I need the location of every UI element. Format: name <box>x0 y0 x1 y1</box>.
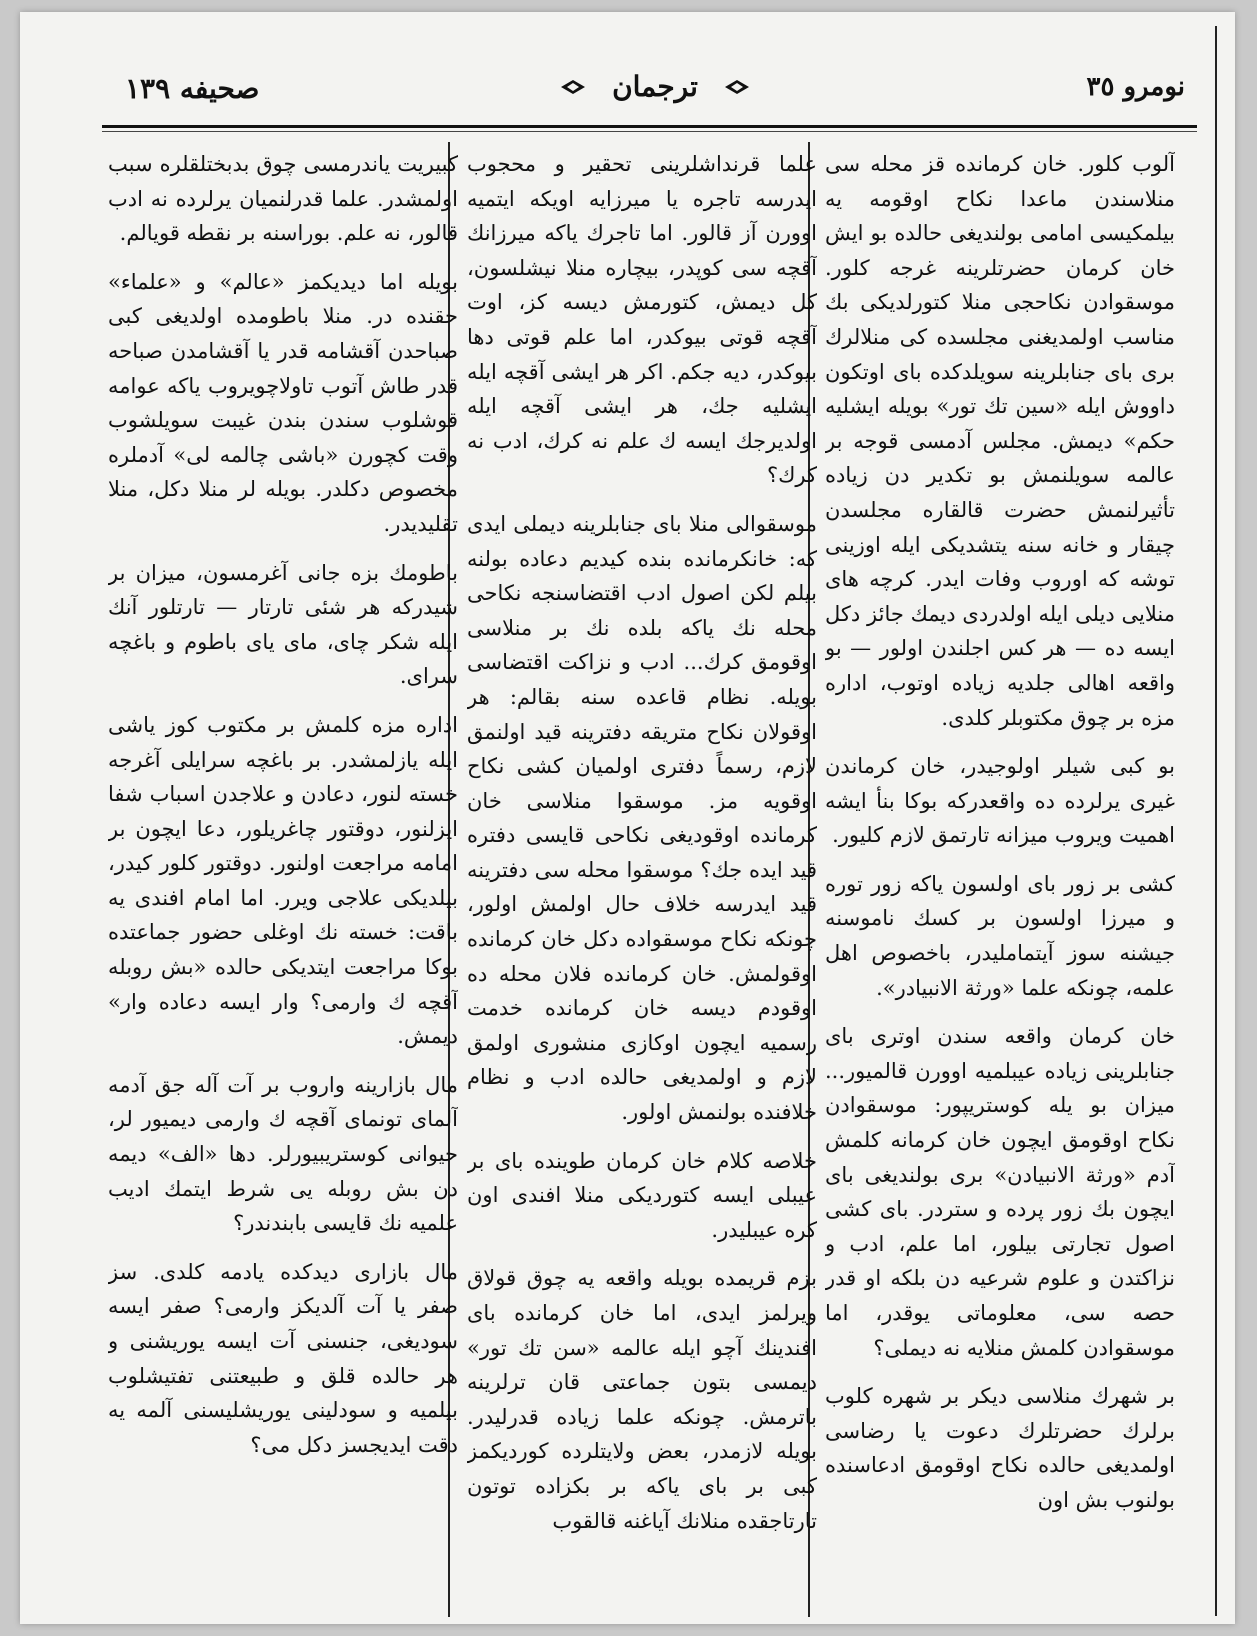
paragraph: خلاصه کلام خان کرمان طوینده بای بر عیبلی ایسه کتوردیکی منلا افندی اون کره عیبلیدر. <box>467 1148 817 1242</box>
page-edge-rule <box>1215 26 1217 1616</box>
column-right <box>825 147 1175 1617</box>
paragraph: آلوب کلور. خان کرمانده قز محله سی منلاسندن ماعدا نکاح اوقومه یه بیلمکیسی امامی بولندیغی حالده بو ایش خان کرمان حضرتلرینه غرجه کلور. موسقوادن نکاحجی منلا کتورلدیکی بك مناسب اولمدیغنی مجلسده کی منلالرك بری بای جنابلرینه سویلدکده بای اوتکون داووش ایله «سین تك تور» بویله ایشلیه حکم» دیمش. مجلس آدمسی قوجه بر عالمه سویلنمش بو تکدیر دن زیاده تأثیرلنمش حضرت قالقاره مجلسدن چیقار و خانه سنه یتشدیکی ایله اوزینی توشه که اوروب وفات ایدر. کرچه های منلایی دیلی ایله اولدردی دیمك جائز دکل ایسه ده — هر کس اجلندن اولور — بو واقعه اهالی جلدیه زیاده اوتوب، اداره مزه بر چوق مکتوبلر کلدی. <box>825 152 1175 730</box>
paragraph: اداره مزه کلمش بر مکتوب کوز یاشی ایله یازلمشدر. بر باغچه سرایلی آغرجه خسته لنور، دعادن و علاجدن اسباب شفا ایزلنور، دوقتور چاغریلور، دعا ایچون بر امامه مراجعت اولنور. دوقتور کلور کیدر، بیلدیکی علاجی ویرر. اما امام افندی یه باقت: خسته نك اوغلی حضور جماعتده بوکا مراجعت ایتدیکی حالده «بش روبله آقچه ك وارمی؟ وار ایسه دعاده وار» دیمش. <box>108 712 458 1049</box>
header-rule <box>102 125 1197 128</box>
paragraph: بویله اما دیدیکمز «عالم» و «علماء» حقنده در. منلا باطومده اولدیغی کبی صباحدن آقشامه قدر یا آقشامدن صباحه قدر طاش آتوب تاولاچویروب یاکه عوامه قوشلوب سندن بندن غیبت سویلشوب وقت کچورن «باشی چالمه لی» آدملره مخصوص دکلدر. بویله لر منلا دکل، منلا تقلیدیدر. <box>108 269 458 536</box>
paragraph: خان کرمان واقعه سندن اوتری بای جنابلرینی زیاده عیبلمیه اوورن قالمیور... میزان بو یله کوستریپور: موسقوادن نکاح اوقومق ایچون خان کرمانه کلمش آدم «ورثة الانبیادن» بری بولندیغی بای ایچون بك زور پرده و ستردر. بای کشی اصول تجارتی بیلور، اما علم، ادب و نزاکتدن و علوم شرعیه دن بلکه او قدر حصه سی، معلوماتی یوقدر، اما موسقوادن کلمش منلایه نه دیملی؟ <box>825 1024 1175 1360</box>
paragraph: باطومك بزه جانی آغرمسون، میزان بر شیدرکه هر شئی تارتار — تارتلور آنك ایله شکر چای، مای یای باطوم و باغچه سرای. <box>108 560 458 689</box>
paragraph: علما قرنداشلرینی تحقیر و محجوب ایدرسه تاجره یا میرزایه اویکه ایتمیه اوورن آز قالور. اما تاجرك یاکه میرزانك آقچه سی کوپدر، بیچاره منلا نیشلسون، کل دیمش، کتورمش دیسه کز، اوت آقچه قوتی بیوکدر، اما علم قوتی دها بیوکدر، دیه جکم. اکر هر ایشی آقچه ایله ایشلیه جك، هر ایشی آقچه ایله اولدیرجك ایسه ك علم نه کرك، ادب نه کرك؟ <box>467 152 817 488</box>
masthead-title: ترجمان <box>612 70 698 103</box>
ornament-left-icon <box>561 80 585 94</box>
paragraph: مال بازاری دیدکده یادمه کلدی. سز صفر یا آت آلدیکز وارمی؟ صفر ایسه سودیغی، جنسنی آت ایسه یوریشنی و هر حالده قلق و طبیعتنی تفتیشلوب بیلمیه و سودلینی یوریشلیسنی آلمه یه دقت ایدیجسز دکل می؟ <box>108 1259 458 1457</box>
issue-number: نومرو ٣٥ <box>1086 72 1185 102</box>
paragraph: موسقوالی منلا بای جنابلرینه دیملی ایدی که: خانکرمانده بنده کیدیم دعاده بولنه بیلم لکن اصول ادب اقتضاسنجه نکاحی محله نك یاکه بلده نك بر منلاسی اوقومق کرك... ادب و نزاکت اقتضاسی بویله. نظام قاعده سنه بقالم: هر اوقولان نکاح متریقه دفترینه قید اولنمق لازم، رسماً دفتری اولمیان کشی نکاح اوقویه مز. موسقوا منلاسی خان کرمانده اوقودیغی نکاحی قایسی دفتره قید ایده جك؟ موسقوا محله سی دفترینه قید ایدرسه خلاف حال اولمش اولور، چونکه نکاح موسقواده دکل خان کرمانده اوقولمش. خان کرمانده فلان محله ده اوقودم دیسه خان کرمانده خدمت رسمیه ایچون اوکازی منشوری اولمق لازم و اولمدیغی حالده ادب و نظام خلافنده بولنمش اولور. <box>467 511 817 1125</box>
column-left <box>108 147 458 1617</box>
paragraph: کبیریت یاندرمسی چوق بدبختلقلره سبب اولمشدر. علما قدرلنمیان یرلرده نه ادب قالور، نه علم. بوراسنه بر نقطه قویالم. <box>108 152 458 246</box>
ornament-right-icon <box>725 80 749 94</box>
paragraph: بر شهرك منلاسی دیکر بر شهره کلوب برلرك حضرتلرك دعوت یا رضاسی اولمدیغی حالده نکاح اوقومق ادعاسنده بولنوب بش اون <box>825 1384 1175 1512</box>
page-header <box>115 60 1195 120</box>
paragraph: بو کبی شیلر اولوجیدر، خان کرماندن غیری یرلرده ده واقعدرکه بوکا بنأ ایشه اهمیت ویروب میزانه تارتمق لازم کلیور. <box>825 754 1175 848</box>
header-rule-thin <box>102 131 1197 132</box>
paragraph: بزم قریمده بویله واقعه یه چوق قولاق ویرلمز ایدی، اما خان کرمانده بای افندینك آچو ایله عالمه «سن تك تور» دیمسی بتون جماعتی قان ترلرینه باترمش. چونکه علما زیاده قدرلیدر. بویله لازمدر، بعض ولایتلرده کوردیکمز کبی بر بای یاکه بر بکزاده توتون تارتاجقده منلانك آیاغنه قالقوب <box>467 1266 817 1533</box>
page-number: صحیفه ١٣٩ <box>125 72 260 105</box>
paragraph: کشی بر زور بای اولسون یاکه زور توره و میرزا اولسون بر کسك ناموسنه جیشنه سوز آیتماملیدر، باخصوص اهل علمه، چونکه علما «ورثة الانبیادر». <box>825 871 1175 1000</box>
column-middle <box>467 147 817 1617</box>
newspaper-page <box>20 12 1235 1624</box>
paragraph: مال بازارینه واروب بر آت آله جق آدمه آلمای تونمای آقچه ك وارمی دیمیور لر، حیوانی کوستریبیورلر. دها «الف» دیمه دن بش روبله یی شرط ایتمك ادیب علمیه نك قایسی بابندندر؟ <box>108 1072 458 1236</box>
